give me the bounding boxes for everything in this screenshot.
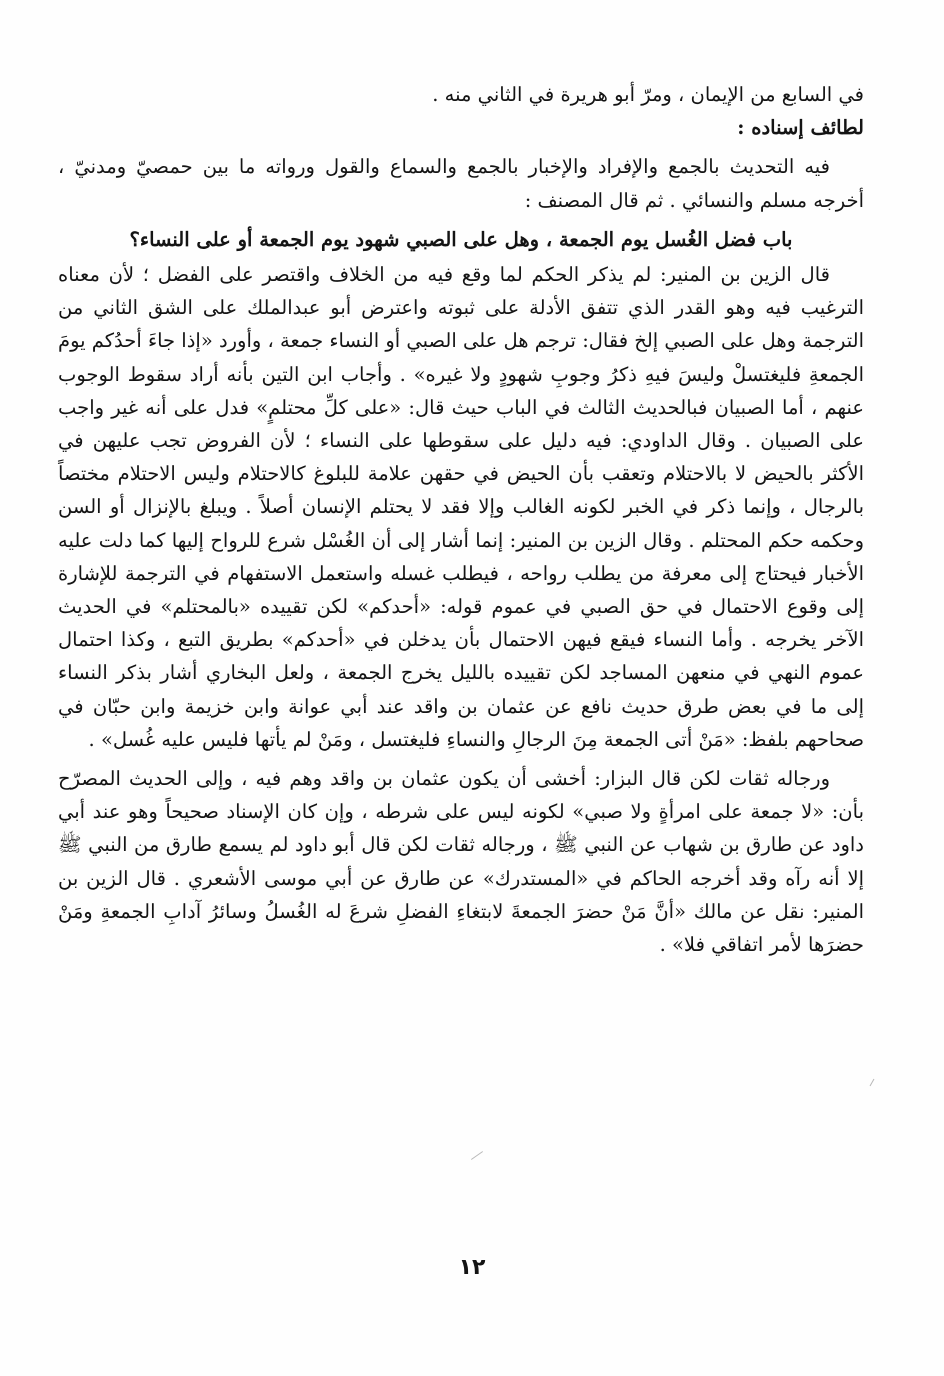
page-text-body xyxy=(58,78,864,961)
second-paragraph: ورجاله ثقات لكن قال البزار: أخشى أن يكون عثمان بن واقد وهم فيه ، وإلى الحديث المصرّح بأن: «لا جمعة على امرأةٍ ولا صبي» لكونه ليس على شرطه ، وإن كان الإسناد صحيحاً وهو عند أبي داود عن طارق بن شهاب عن النبي ﷺ ، ورجاله ثقات لكن قال أبو داود لم يسمع طارق من النبي ﷺ إلا أنه رآه وقد أخرجه الحاكم في «المستدرك» عن طارق عن أبي موسى الأشعري . قال الزين بن المنير: نقل عن مالك «أنَّ مَنْ حضرَ الجمعةَ لابتغاءِ الفضلِ شرعَ له الغُسلُ وسائرُ آدابِ الجمعةِ ومَنْ حضرَها لأمر اتفاقي فلا» . xyxy=(58,767,864,957)
scan-speck-margin xyxy=(870,1079,875,1086)
scan-speck xyxy=(471,1151,483,1160)
lataif-paragraph: فيه التحديث بالجمع والإفراد والإخبار بالجمع والسماع والقول ورواته ما بين حمصيّ ومدنيّ ، أخرجه مسلم والنسائي . ثم قال المصنف : xyxy=(58,155,864,212)
main-paragraph: قال الزين بن المنير: لم يذكر الحكم لما وقع فيه من الخلاف واقتصر على الفضل ؛ لأن معناه الترغيب فيه وهو القدر الذي تتفق الأدلة على ثبوته واعترض أبو عبدالملك على الشق الثاني من الترجمة وهل على الصبي إلخ فقال: ترجم هل على الصبي أو النساء جمعة ، وأورد «إذا جاءَ أحدُكم يومَ الجمعةِ فليغتسلْ وليسَ فيهِ ذكرُ وجوبِ شهودٍ ولا غيره» . وأجاب ابن التين بأنه أراد سقوط الوجوب عنهم ، أما الصبيان فبالحديث الثالث في الباب حيث قال: «على كلِّ محتلمٍ» فدل على أنه غير واجب على الصبيان . وقال الداودي: فيه دليل على سقوطها على النساء ؛ لأن الفروض تجب عليهن في الأكثر بالحيض لا بالاحتلام وتعقب بأن الحيض في حقهن علامة للبلوغ كالاحتلام وليس الاحتلام مختصاً بالرجال ، وإنما ذكر في الخبر لكونه الغالب وإلا فقد لا يحتلم الإنسان أصلاً . ويبلغ بالإنزال أو السن وحكمه حكم المحتلم . وقال الزين بن المنير: إنما أشار إلى أن الغُسْل شرع للرواح إليها كما دلت عليه الأخبار فيحتاج إلى معرفة من يطلب رواحه ، فيطلب غسله واستعمل الاستفهام في الترجمة للإشارة إلى وقوع الاحتمال في حق الصبي في عموم قوله: «أحدكم» لكن تقييده «بالمحتلم» في الحديث الآخر يخرجه . وأما النساء فيقع فيهن الاحتمال بأن يدخلن في «أحدكم» بطريق التبع ، وكذا احتمال عموم النهي في منعهن المساجد لكن تقييده بالليل يخرج الجمعة ، ولعل البخاري أشار بذكر النساء إلى ما في بعض طرق حديث نافع عن عثمان بن واقد عند أبي عوانة وابن خزيمة وابن حبّان في صحاحهم بلفظ: «مَنْ أتى الجمعة مِنَ الرجالِ والنساءِ فليغتسل ، ومَنْ لم يأتها فليس عليه غُسل» . xyxy=(58,263,864,751)
intro-line: في السابع من الإيمان ، ومرّ أبو هريرة في الثاني منه . xyxy=(432,83,864,106)
bab-heading: باب فضل الغُسل يوم الجمعة ، وهل على الصبي شهود يوم الجمعة أو على النساء؟ xyxy=(129,227,793,251)
page-number: ١٢ xyxy=(458,1255,486,1280)
lataif-heading: لطائف إسناده : xyxy=(737,116,864,140)
